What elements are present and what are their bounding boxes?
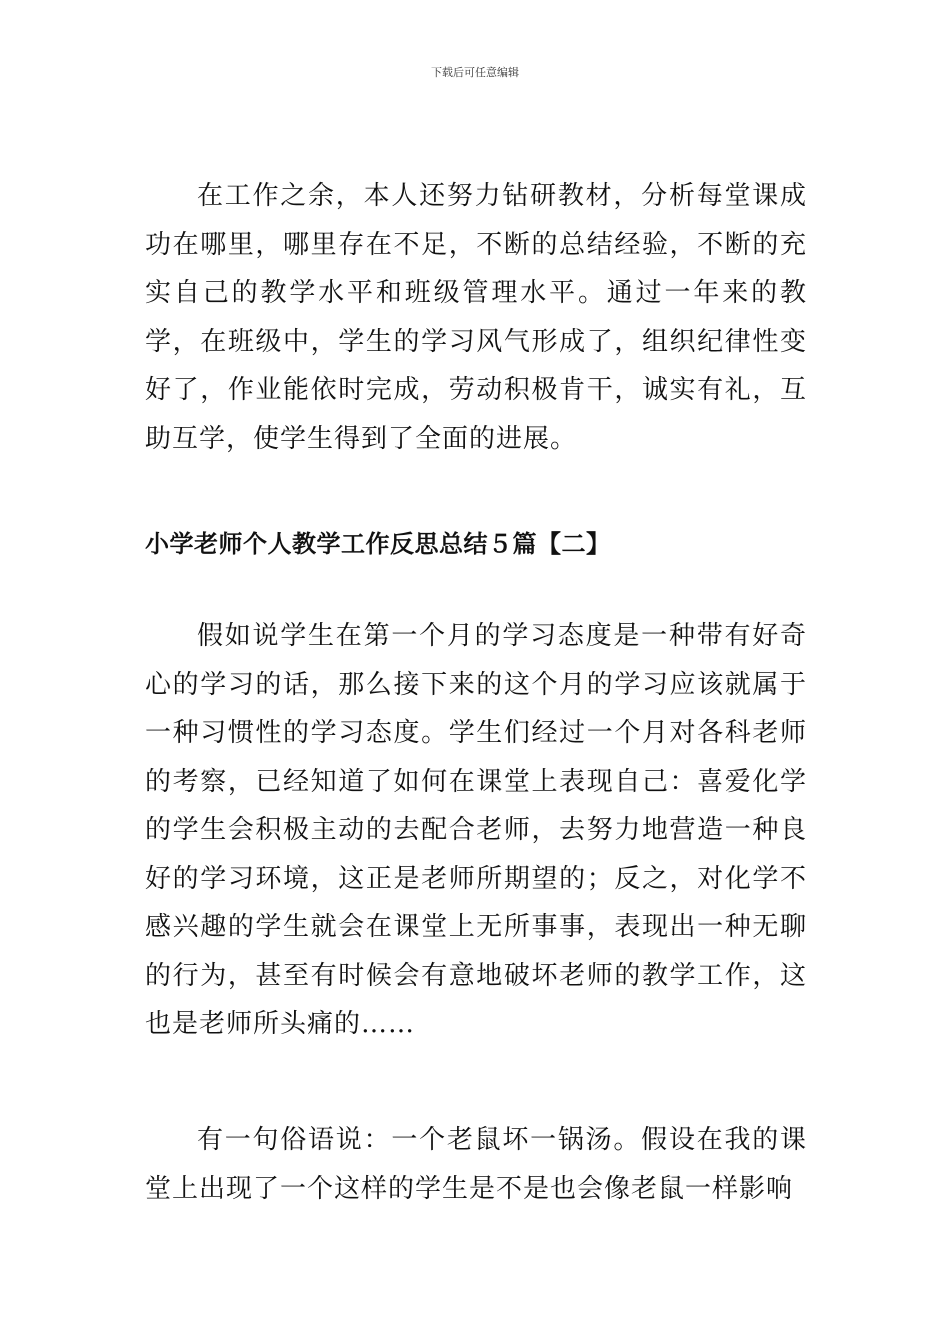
- page-header-note: 下载后可任意编辑: [431, 66, 519, 79]
- body-paragraph-1: 在工作之余，本人还努力钻研教材，分析每堂课成功在哪里，哪里存在不足，不断的总结经验，不断的充实自己的教学水平和班级管理水平。通过一年来的教学，在班级中，学生的学习风气形成了，组织纪律性变好了，作业能依时完成，劳动积极肯干，诚实有礼，互助互学，使学生得到了全面的进展。: [145, 181, 807, 454]
- body-paragraph-3: 有一句俗语说：一个老鼠坏一锅汤。假设在我的课堂上出现了一个这样的学生是不是也会像老鼠一样影响: [145, 1125, 807, 1204]
- body-paragraph-2: 假如说学生在第一个月的学习态度是一种带有好奇心的学习的话，那么接下来的这个月的学习应该就属于一种习惯性的学习态度。学生们经过一个月对各科老师的考察，已经知道了如何在课堂上表现自己：喜爱化学的学生会积极主动的去配合老师，去努力地营造一种良好的学习环境，这正是老师所期望的；反之，对化学不感兴趣的学生就会在课堂上无所事事，表现出一种无聊的行为，甚至有时候会有意地破坏老师的教学工作，这也是老师所头痛的……: [145, 621, 807, 1039]
- section-heading: 小学老师个人教学工作反思总结５篇【二】: [145, 529, 611, 558]
